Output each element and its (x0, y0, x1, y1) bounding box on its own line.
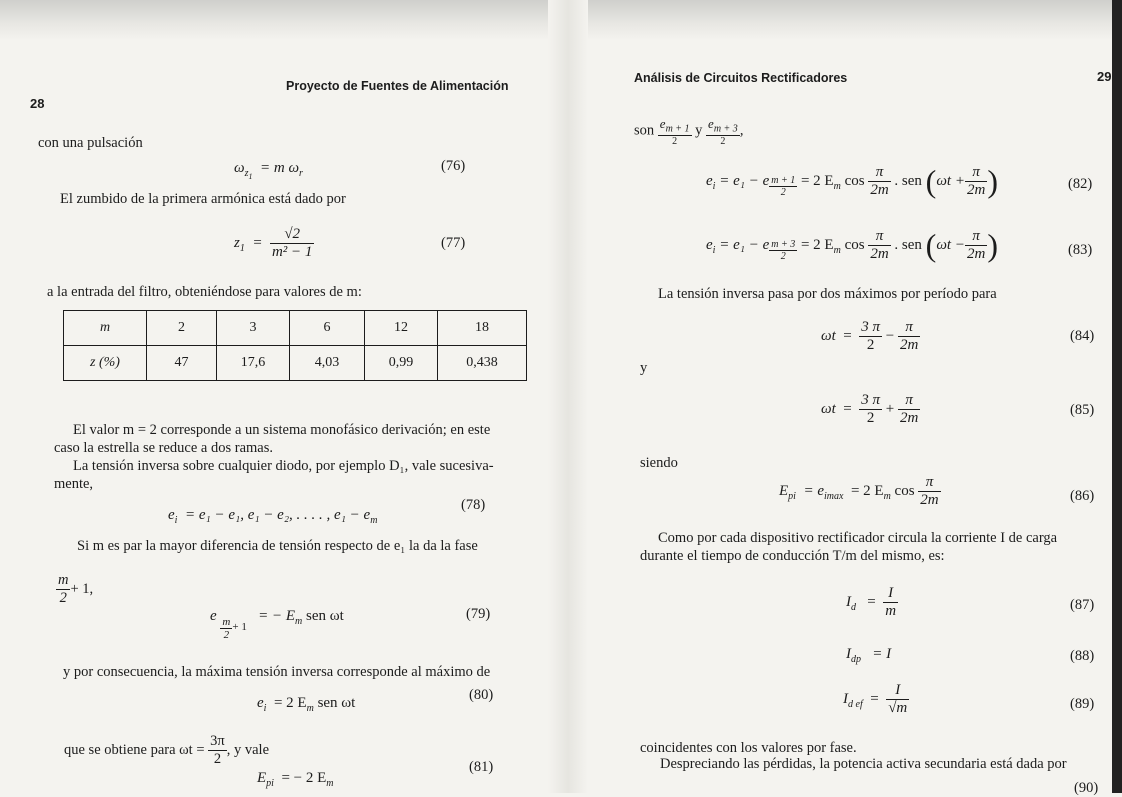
paragraph-fraction-line (56, 572, 93, 607)
paragraph: coincidentes con los valores por fase. (640, 740, 857, 756)
paragraph: Como por cada dispositivo rectificador circula la corriente I de carga (658, 530, 1058, 546)
table-cell: 2 (147, 311, 217, 346)
table-cell: z (%) (64, 346, 147, 381)
equation-number: (79) (466, 606, 491, 622)
symbol: e (659, 116, 666, 131)
eq-mid: = e₁ − e (719, 172, 770, 189)
eq-symbol: E (257, 770, 267, 786)
denominator: 2m (899, 410, 919, 426)
table-cell: 12 (365, 311, 438, 346)
eq-rhs: = 2 E (800, 172, 834, 189)
paragraph: La tensión inversa sobre cualquier diodo, por ejemplo D₁, vale sucesiva- (73, 458, 494, 474)
equation-number: (86) (1070, 488, 1095, 504)
eq-sub: imax (823, 490, 844, 502)
paragraph: Despreciando las pérdidas, la potencia activa secundaria está dada por (660, 756, 1067, 772)
numerator: π (875, 164, 884, 180)
numerator: 3 π (861, 392, 880, 408)
table-cell: m (64, 311, 147, 346)
eq-sub: r (299, 168, 303, 179)
left-paren: ( (925, 227, 937, 263)
cos: cos (844, 172, 865, 189)
eq-sign: = (870, 690, 879, 707)
eq-tail: sen ωt (306, 608, 344, 624)
equation-78 (168, 507, 377, 526)
paren-content: ωt − (936, 236, 965, 253)
equation-number: (76) (441, 158, 466, 174)
table-cell: 17,6 (217, 346, 290, 381)
sen: . sen (894, 172, 922, 189)
paragraph: durante el tiempo de conducción T/m del mismo, es: (640, 548, 945, 564)
eq-sub: d ef (848, 698, 863, 710)
book-gutter (548, 0, 588, 793)
eq-sub: i (263, 703, 267, 714)
equation-76 (234, 160, 303, 181)
denominator: 2m (870, 182, 889, 198)
eq-subsub: 1 (248, 172, 253, 181)
fraction (883, 585, 898, 620)
denominator: 2 (658, 135, 692, 147)
eq-sub: i (712, 180, 716, 192)
eq-sub: d (851, 601, 856, 613)
paragraph (634, 116, 743, 147)
page-number-right: 29 (1097, 69, 1112, 84)
eq-symbol: e (257, 695, 264, 711)
numerator: I (895, 682, 901, 698)
eq-sub: i (712, 244, 716, 256)
fraction (898, 319, 920, 354)
text: , (739, 122, 744, 139)
table-row (64, 311, 527, 346)
denominator: 2 (769, 186, 797, 198)
numerator: π (972, 228, 980, 244)
running-header-right: Análisis de Circuitos Rectificadores (634, 71, 848, 85)
eq-symbol: ωt (821, 400, 836, 417)
subscript-fraction (220, 616, 232, 641)
eq-sub: m (306, 703, 314, 714)
equation-86 (779, 474, 941, 509)
denominator: m (885, 603, 897, 619)
eq-mid: = e (803, 482, 824, 499)
denominator: 2 (220, 628, 232, 641)
denominator: 2 (208, 750, 227, 768)
numerator: π (875, 228, 884, 244)
fraction (658, 116, 692, 147)
equation-88 (846, 646, 891, 665)
eq-sub: m (370, 515, 378, 526)
paragraph: y por consecuencia, la máxima tensión inversa corresponde al máximo de (63, 664, 491, 680)
equation-81 (257, 770, 334, 789)
subscript-fraction (769, 175, 797, 198)
eq-rhs: = − 2 E (281, 770, 327, 786)
left-paren: ( (925, 163, 937, 199)
table-cell: 47 (147, 346, 217, 381)
paragraph-fraction-line (64, 733, 269, 768)
denominator: 2m (920, 492, 939, 508)
equation-89 (843, 682, 909, 717)
eq-sub: pi (266, 778, 274, 789)
denominator: m² − 1 (271, 244, 313, 260)
denominator: √m (888, 700, 908, 716)
sub: m + 3 (713, 123, 738, 135)
eq-rhs: = I (872, 646, 892, 662)
equation-85 (821, 392, 920, 427)
eq-sub: dp (851, 654, 861, 665)
numerator: π (905, 392, 913, 408)
eq-rhs: = − E (258, 608, 296, 624)
fraction (270, 226, 314, 261)
paragraph: El zumbido de la primera armónica está dado por (60, 191, 346, 207)
equation-number: (89) (1070, 696, 1095, 712)
equation-84 (821, 319, 920, 354)
text: , y vale (226, 741, 270, 758)
table-cell: 4,03 (290, 346, 365, 381)
eq-symbol: I (846, 646, 851, 662)
equation-number: (81) (469, 759, 494, 775)
fraction (918, 474, 940, 509)
numerator: 3 π (861, 319, 880, 335)
equation-79 (210, 608, 344, 641)
numerator: π (972, 164, 980, 180)
eq-symbol: e (210, 608, 217, 624)
paragraph: a la entrada del filtro, obteniéndose para valores de m: (47, 284, 362, 300)
fraction (965, 228, 987, 263)
equation-number: (84) (1070, 328, 1095, 344)
fraction (898, 392, 920, 427)
eq-rhs: = e₁ − e₁, e₁ − e₂, . . . . , e₁ − e (184, 507, 371, 523)
eq-symbol: I (846, 593, 851, 610)
cos: cos (894, 482, 915, 499)
paragraph: con una pulsación (38, 135, 143, 151)
equation-number: (88) (1070, 648, 1095, 664)
fraction (965, 164, 987, 199)
text: siendo (640, 455, 678, 471)
denominator: 2 (769, 250, 797, 262)
numerator: I (888, 585, 894, 601)
fraction (868, 164, 890, 199)
denominator: 2 (859, 409, 882, 427)
equation-87 (846, 585, 898, 620)
fraction (859, 319, 882, 354)
text: que se obtiene para ωt = (64, 741, 205, 758)
fraction (56, 572, 70, 607)
cos: cos (844, 236, 865, 253)
eq-sign: = (867, 593, 876, 610)
table-cell: 6 (290, 311, 365, 346)
sub: m + 1 (665, 123, 690, 135)
symbol: e (708, 116, 714, 131)
equation-number: (83) (1068, 242, 1093, 258)
paren-content: ωt + (936, 172, 965, 189)
eq-symbol: E (779, 482, 789, 499)
text: + 1, (70, 580, 94, 597)
eq-tail: sen ωt (317, 695, 356, 711)
eq-symbol: ωt (821, 327, 836, 344)
eq-symbol: z (234, 234, 240, 251)
numerator: 3π (210, 733, 225, 749)
equation-80 (257, 695, 355, 714)
subscript-fraction (769, 239, 797, 262)
paragraph: caso la estrella se reduce a dos ramas. (54, 440, 274, 456)
paragraph: La tensión inversa pasa por dos máximos por período para (658, 286, 997, 302)
eq-sub: z (244, 168, 249, 179)
eq-symbol: ω (234, 160, 245, 176)
eq-sub: m (833, 180, 841, 192)
equation-number: (82) (1068, 176, 1093, 192)
paragraph: Si m es par la mayor diferencia de tensión respecto de e₁ la da la fase (77, 538, 478, 554)
eq-sub: i (174, 515, 178, 526)
eq-mid: = e₁ − e (719, 236, 770, 253)
table-row (64, 346, 527, 381)
denominator: 2m (966, 246, 986, 262)
numerator: √2 (284, 226, 301, 242)
eq-sub: 1 (239, 242, 245, 254)
text: son (634, 122, 655, 139)
denominator: 2m (966, 182, 986, 198)
sen: . sen (894, 236, 922, 253)
equation-number: (90) (1074, 780, 1099, 796)
fraction (859, 392, 882, 427)
table-cell: 0,438 (438, 346, 527, 381)
table-cell: 0,99 (365, 346, 438, 381)
eq-sub: pi (788, 490, 796, 502)
fraction (868, 228, 890, 263)
equation-number: (77) (441, 235, 466, 251)
numerator: π (925, 474, 934, 490)
eq-rhs: = 2 E (850, 482, 884, 499)
eq-symbol: e (168, 507, 175, 523)
numerator: m + 3 (771, 238, 796, 250)
equation-77 (234, 226, 314, 261)
page-number-left: 28 (30, 96, 45, 111)
denominator: 2 (859, 336, 882, 354)
numerator: m (222, 616, 231, 628)
eq-sub: m (883, 490, 891, 502)
eq-sign: = (843, 400, 852, 417)
operator: − (885, 327, 895, 344)
equation-number: (87) (1070, 597, 1095, 613)
equation-number: (85) (1070, 402, 1095, 418)
equation-82 (706, 163, 998, 200)
operator: + (885, 400, 895, 417)
eq-symbol: e (706, 172, 713, 189)
eq-sub: m (326, 778, 334, 789)
text: y (695, 122, 703, 139)
paragraph: El valor m = 2 corresponde a un sistema monofásico derivación; en este (73, 422, 491, 438)
numerator: m + 1 (771, 174, 796, 186)
paragraph: mente, (54, 476, 94, 492)
right-paren: ) (987, 227, 998, 263)
values-table (63, 310, 527, 381)
fraction (706, 116, 740, 147)
denominator: 2 (706, 135, 740, 147)
scan-right-edge (1112, 0, 1122, 793)
eq-sign: = (252, 234, 263, 251)
eq-sub: m (833, 244, 841, 256)
table-cell: 3 (217, 311, 290, 346)
fraction (208, 733, 227, 768)
equation-number: (78) (461, 497, 486, 513)
eq-symbol: e (706, 236, 713, 253)
text: y (640, 360, 648, 376)
numerator: m (58, 572, 69, 588)
eq-sign: = (843, 327, 852, 344)
eq-rhs: = 2 E (800, 236, 834, 253)
eq-sub: m (295, 616, 303, 627)
denominator: 2m (899, 337, 919, 353)
running-header-left: Proyecto de Fuentes de Alimentación (286, 79, 509, 93)
numerator: π (905, 319, 913, 335)
eq-rhs: = 2 E (273, 695, 307, 711)
eq-rhs: = m ω (260, 160, 300, 176)
equation-number: (80) (469, 687, 494, 703)
equation-83 (706, 227, 998, 264)
right-paren: ) (987, 163, 998, 199)
eq-symbol: I (843, 690, 848, 707)
denominator: 2 (56, 589, 70, 607)
subscript-tail: + 1 (232, 621, 247, 633)
table-cell: 18 (438, 311, 527, 346)
fraction (886, 682, 909, 717)
denominator: 2m (870, 246, 889, 262)
